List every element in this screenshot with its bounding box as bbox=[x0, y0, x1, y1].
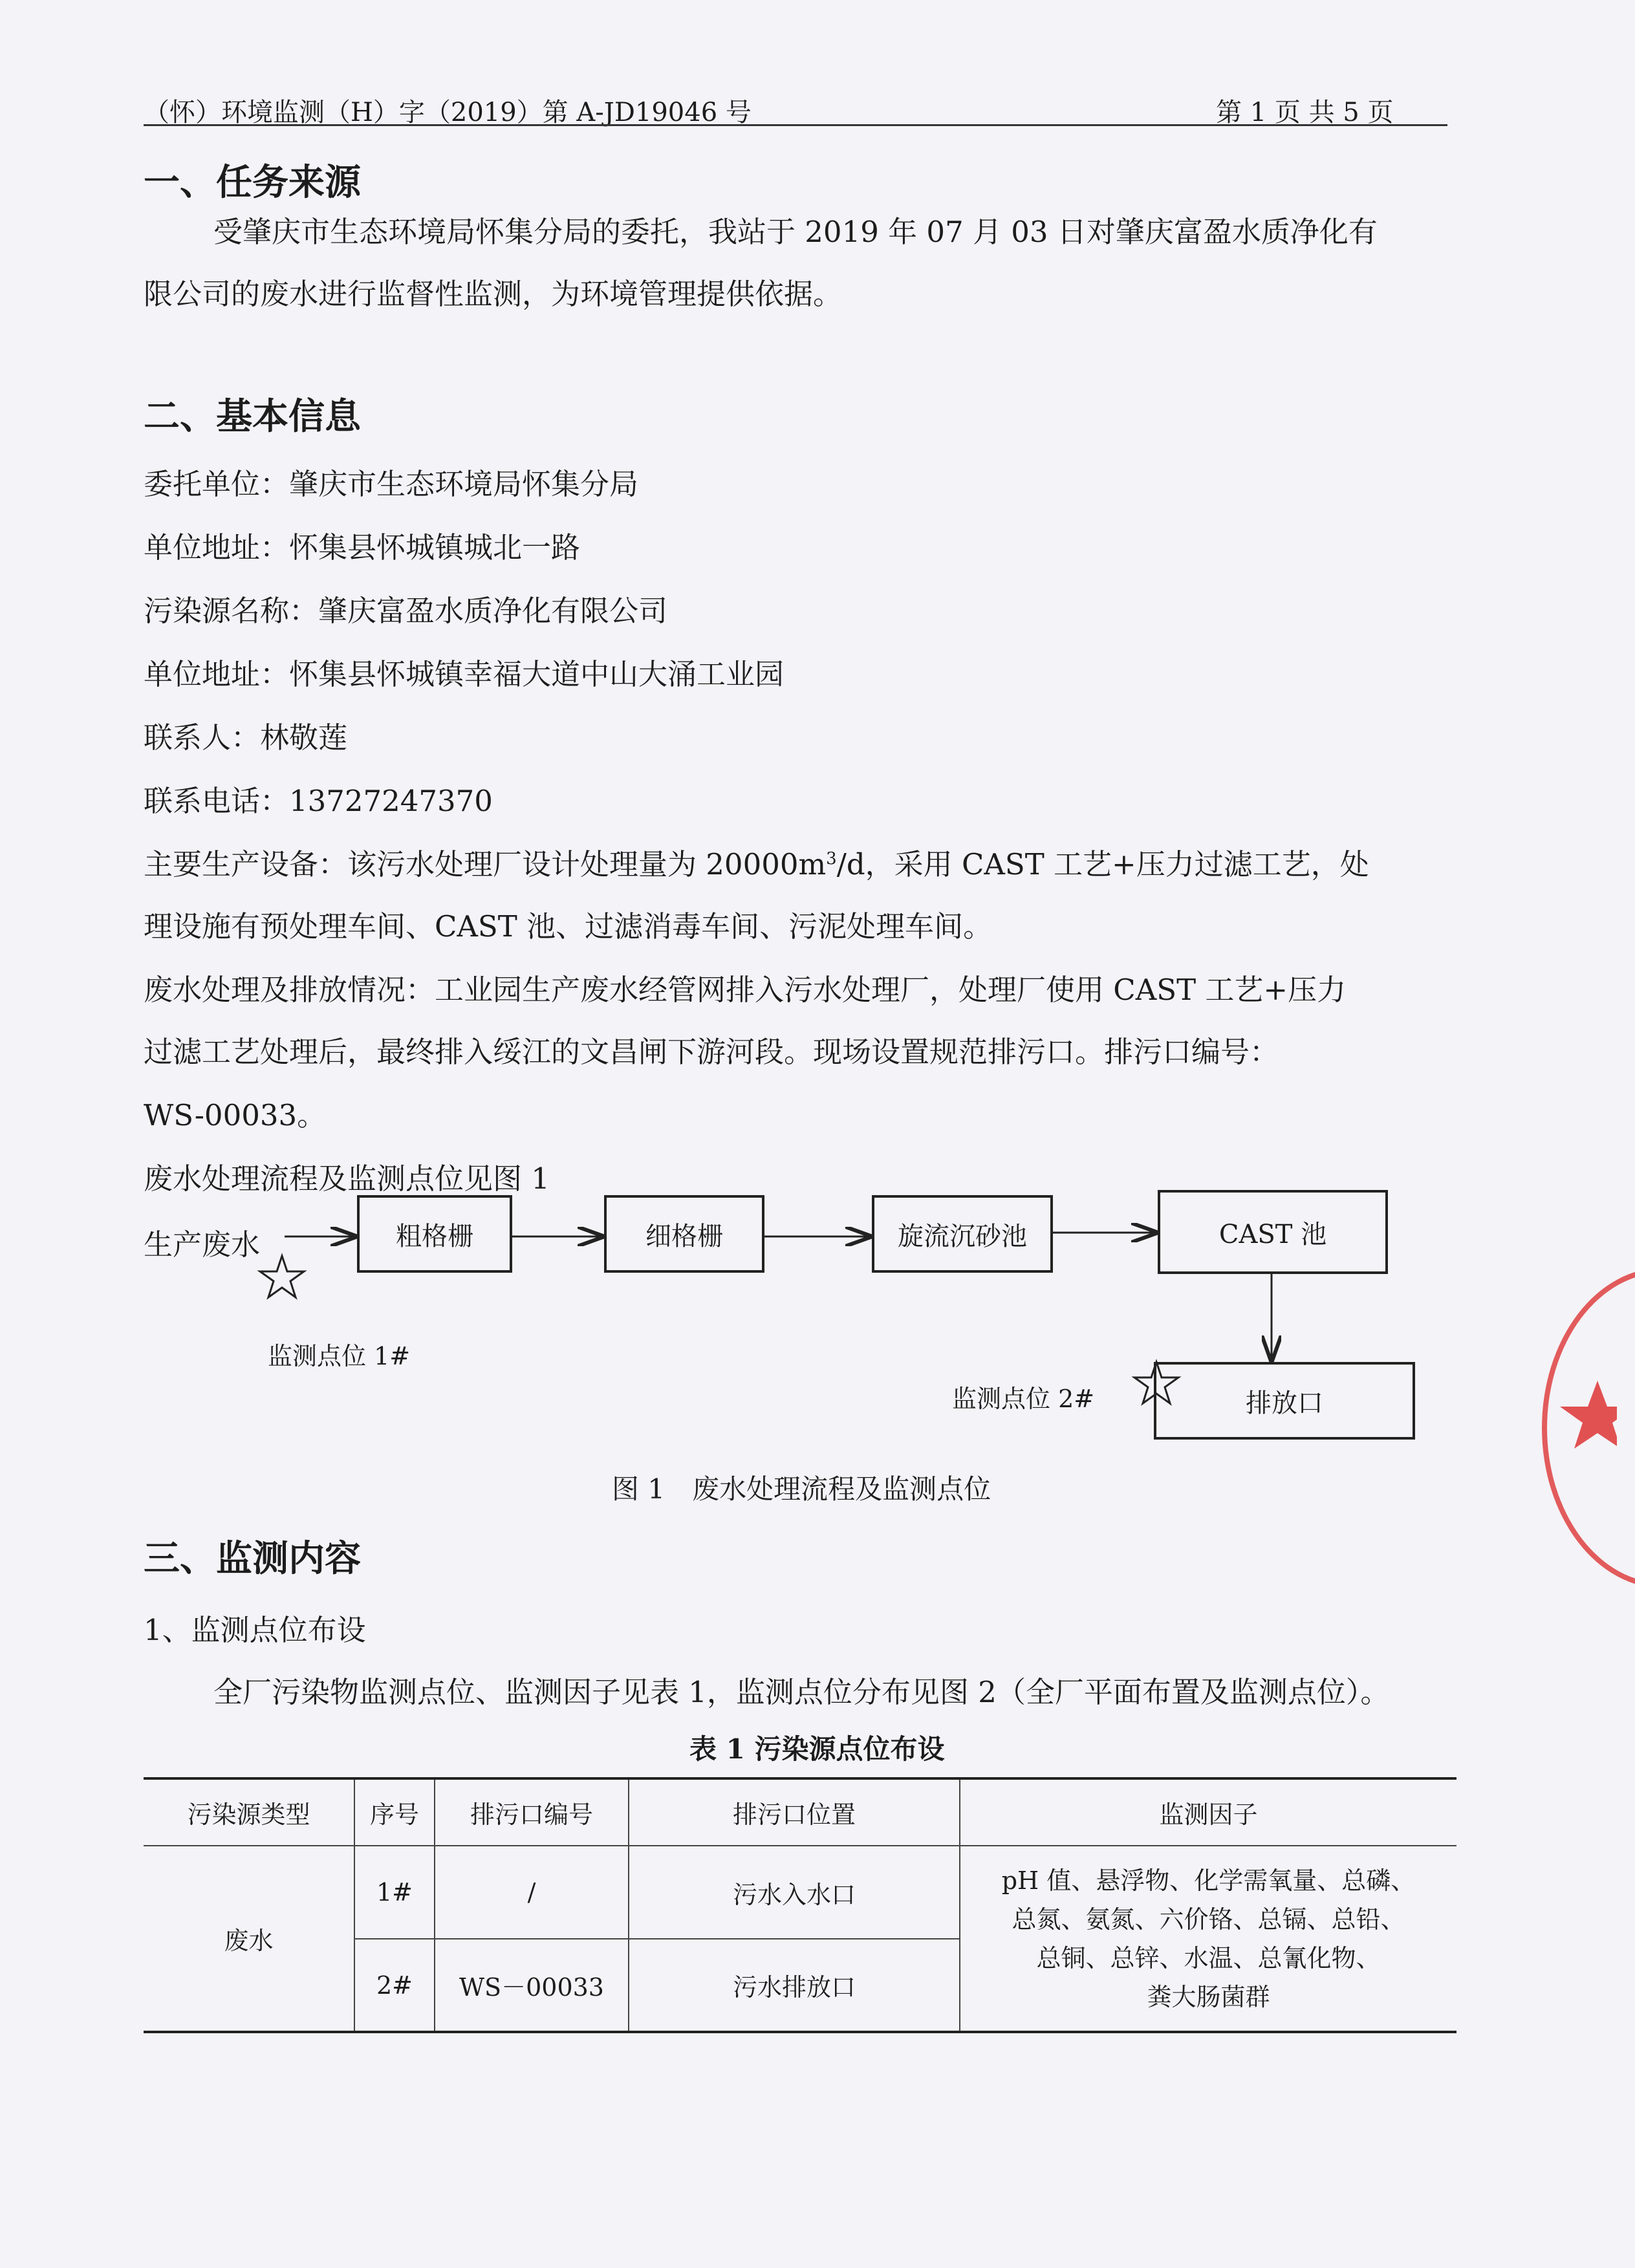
equipment-line-1: 主要生产设备：该污水处理厂设计处理量为 $20000m^3/d$，采用 CAST 工艺+压力过滤工艺，处 bbox=[144, 847, 1369, 881]
table-header-row bbox=[144, 1778, 1456, 1846]
cell-outlet-location: 污水排放口 bbox=[629, 1939, 960, 2032]
cell-outlet-code: / bbox=[435, 1846, 629, 1939]
cell-outlet-location: 污水入水口 bbox=[629, 1846, 960, 1939]
section-3-paragraph: 全厂污染物监测点位、监测因子见表 1，监测点位分布见图 2（全厂平面布置及监测点位）。 bbox=[213, 1675, 1390, 1709]
figure-intro-line: 废水处理流程及监测点位见图 1 bbox=[144, 1161, 550, 1196]
cell-no: 1# bbox=[354, 1846, 435, 1939]
header-outlet-location: 排污口位置 bbox=[629, 1778, 960, 1846]
section-1-line-2: 限公司的废水进行监督性监测，为环境管理提供依据。 bbox=[144, 277, 843, 311]
cell-factors: pH 值、悬浮物、化学需氧量、总磷、 总氮、氨氮、六价铬、总镉、总铅、 总铜、总锌、水温、总氰化物、 粪大肠菌群 bbox=[960, 1846, 1456, 2032]
monitoring-point-1-label: 监测点位 1# bbox=[268, 1342, 411, 1370]
header-no: 序号 bbox=[354, 1778, 435, 1846]
page-indicator: 第 1 页 共 5 页 bbox=[1216, 98, 1394, 127]
table-1 bbox=[144, 1777, 1456, 2033]
monitoring-star-icon-1 bbox=[260, 1256, 304, 1297]
discharge-line-1: 废水处理及排放情况：工业园生产废水经管网排入污水处理厂，处理厂使用 CAST 工艺+压力 bbox=[144, 973, 1347, 1007]
cell-outlet-code: WS－00033 bbox=[435, 1939, 629, 2032]
source-address-line: 单位地址：怀集县怀城镇幸福大道中山大涌工业园 bbox=[144, 657, 785, 691]
source-name-line: 污染源名称：肇庆富盈水质净化有限公司 bbox=[144, 594, 668, 628]
monitoring-point-2-label: 监测点位 2# bbox=[952, 1385, 1095, 1413]
phone-line: 联系电话：13727247370 bbox=[144, 784, 493, 818]
header-source-type: 污染源类型 bbox=[144, 1778, 354, 1846]
flow-box-cast-tank: CAST 池 bbox=[1158, 1190, 1388, 1274]
subsection-1-title: 1、监测点位布设 bbox=[144, 1613, 366, 1647]
cell-source-type: 废水 bbox=[144, 1846, 354, 2032]
section-2-title: 二、基本信息 bbox=[144, 395, 361, 438]
table-row bbox=[144, 1846, 1456, 1939]
seal-star-icon bbox=[1546, 1377, 1617, 1449]
flow-input-label: 生产废水 bbox=[144, 1227, 261, 1262]
header-factors: 监测因子 bbox=[960, 1778, 1456, 1846]
contact-line: 联系人：林敬莲 bbox=[144, 720, 348, 755]
cell-no: 2# bbox=[354, 1939, 435, 2032]
monitoring-star-icon-2 bbox=[1134, 1362, 1178, 1403]
client-line: 委托单位：肇庆市生态环境局怀集分局 bbox=[144, 467, 639, 501]
discharge-line-3: WS-00033。 bbox=[144, 1098, 327, 1132]
discharge-line-2: 过滤工艺处理后，最终排入绥江的文昌闸下游河段。现场设置规范排污口。排污口编号： bbox=[144, 1035, 1279, 1069]
section-1-line-1: 受肇庆市生态环境局怀集分局的委托，我站于 2019 年 07 月 03 日对肇庆富盈水质净化有 bbox=[213, 215, 1378, 249]
client-address-line: 单位地址：怀集县怀城镇城北一路 bbox=[144, 530, 581, 565]
flow-box-outlet: 排放口 bbox=[1154, 1362, 1415, 1440]
header-outlet-code: 排污口编号 bbox=[435, 1778, 629, 1846]
figure-1-caption: 图 1 废水处理流程及监测点位 bbox=[612, 1473, 991, 1505]
flow-box-grit-chamber: 旋流沉砂池 bbox=[872, 1195, 1053, 1273]
section-3-title: 三、监测内容 bbox=[144, 1537, 361, 1580]
equipment-line-2: 理设施有预处理车间、CAST 池、过滤消毒车间、污泥处理车间。 bbox=[144, 909, 993, 944]
table-1-title: 表 1 污染源点位布设 bbox=[689, 1733, 945, 1765]
flow-box-fine-screen: 细格栅 bbox=[604, 1195, 764, 1273]
section-1-title: 一、任务来源 bbox=[144, 161, 361, 204]
flow-box-coarse-screen: 粗格栅 bbox=[357, 1195, 512, 1273]
document-number: （怀）环境监测（H）字（2019）第 A-JD19046 号 bbox=[144, 98, 752, 127]
